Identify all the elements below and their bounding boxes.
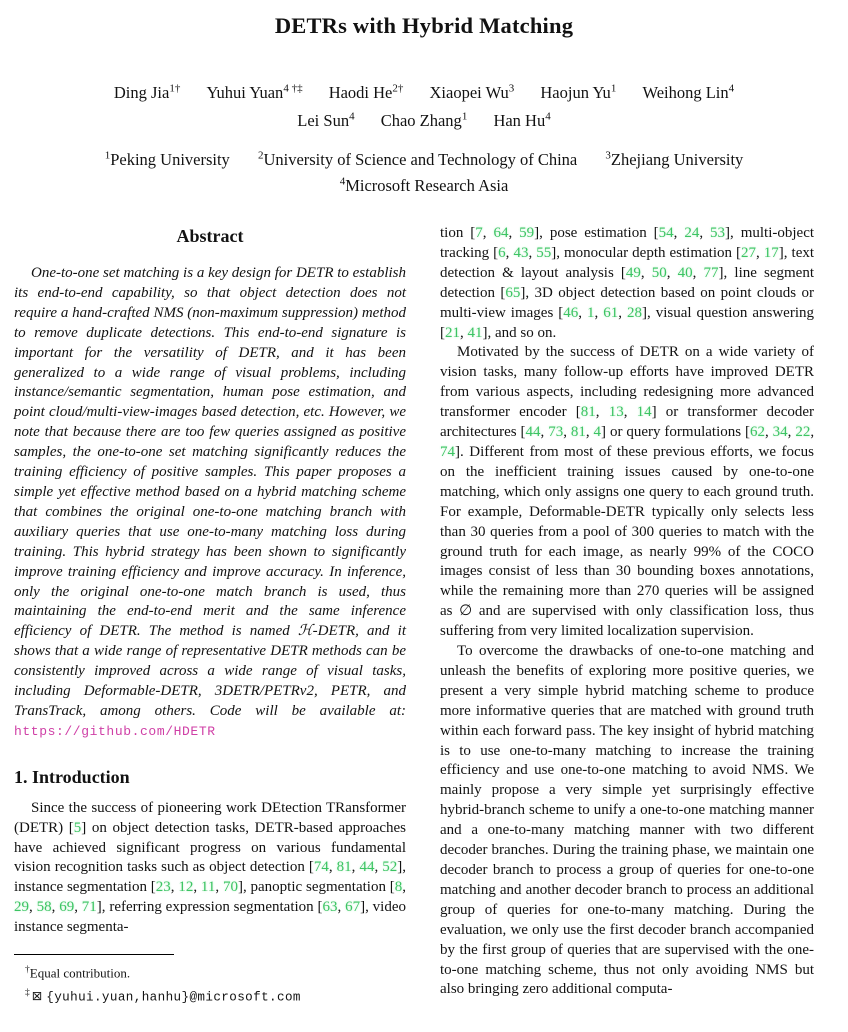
affil-name: Peking University [110, 149, 230, 169]
citation-link[interactable]: 50 [651, 264, 667, 281]
citation-link[interactable]: 46 [563, 304, 579, 321]
citation-link[interactable]: 59 [519, 225, 535, 241]
citation-link[interactable]: 23 [155, 879, 171, 896]
citation-link[interactable]: 62 [749, 424, 765, 441]
author-affil-marker: 1 [461, 110, 468, 123]
body-paragraph: Motivated by the success of DETR on a wide variety of vision tasks, many follow-up efforts have improved DETR from various aspects, including redesigning more advanced transformer encoder [81, 13, 14] or transformer decoder architectures [44, 73, 81, 4] or query formulations [62, 34, 22, 74]. Different from most of these previous efforts, we focus on the inefficient training issues caused by one-to-one matching, which only assigns one query to each ground truth. For example, Deformable-DETR typically only selects less than 30 queries from a pool of 300 queries to match with the ground truth for each image, as nearly 99% of the COCO images consist of less than 30 bounding boxes annotations, while the remaining more than 270 queries will be assigned as ∅ and are supervised with only classification loss, thus suffering from very limited localization supervision. [440, 344, 815, 640]
citation-link[interactable]: 17 [763, 244, 779, 261]
citation-link[interactable]: 1 [587, 304, 595, 321]
author-affil-marker: 3 [508, 82, 515, 94]
author-name: Xiaopei Wu [429, 82, 509, 102]
citation-link[interactable]: 70 [222, 879, 238, 896]
citation-link[interactable]: 67 [345, 899, 361, 916]
left-column [14, 224, 406, 1010]
author-name: Chao Zhang [380, 111, 462, 130]
author-affil-marker: 4 [545, 110, 551, 123]
affil-name: Zhejiang University [610, 149, 744, 169]
author-name: Ding Jia [113, 82, 170, 102]
citation-link[interactable]: 5 [73, 819, 82, 836]
citation-link[interactable]: 11 [200, 879, 216, 896]
citation-link[interactable]: 40 [677, 264, 693, 281]
citation-link[interactable]: 43 [513, 244, 529, 261]
affiliation [105, 150, 230, 169]
affil-marker: 1 [104, 149, 111, 161]
footnote-marker: † [25, 965, 30, 976]
body-paragraph: To overcome the drawbacks of one-to-one matching and unleash the benefits of exploring more positive queries, we present a very simple hybrid matching scheme to produce more informative queries that are matched with ground truth within each forward pass. The key insight of hybrid matching is to use one-to-many matching to increase the training efficiency and use one-to-one matching to avoid NMS. We mainly propose a very simple yet surprisingly effective hybrid-branch scheme to unify a one-to-one matching manner and a one-to-many matching manner with two different decoder branches. During the training phase, we maintain one decoder branch to process a group of queries for one-to-one matching and another decoder branch to process an additional group of queries for one-to-many matching. During the evaluation, we only use the first decoder branch accompanied by the first group of queries that are supervised with the one-to-one matching scheme, thus not only avoiding NMS but also bringing zero additional computa- [440, 643, 814, 998]
affiliation [605, 150, 743, 169]
citation-link[interactable]: 55 [536, 244, 552, 261]
footnote-divider [14, 954, 174, 955]
author [430, 83, 515, 102]
citation-link[interactable]: 8 [394, 879, 403, 896]
citation-link[interactable]: 13 [608, 404, 624, 421]
citation-link[interactable]: 74 [313, 859, 329, 876]
abstract-text: One-to-one set matching is a key design for DETR to establish its end-to-end capability, so that object detection does not require a hand-crafted NMS (non-maximum suppression) method to remove duplicate detections. This end-to-end signature is important for the versatility of DETR, and it has been generalized to a wide range of visual problems, including instance/semantic segmentation, human pose estimation, and point cloud/multi-view-images based detection, etc. However, we note that because there are too few queries assigned as positive samples, the one-to-one set matching significantly reduces the training efficiency of positive samples. This paper proposes a simple yet effective method based on a hybrid matching scheme that combines the original one-to-one matching branch with auxiliary queries that use one-to-many matching loss during training. This hybrid strategy has been shown to significantly improve training efficiency and improve accuracy. In inference, only the original one-to-one match branch is used, thus maintaining the end-to-end merit and the same inference efficiency of DETR. The method is named ℋ-DETR, and it shows that a wide range of representative DETR methods can be consistently improved across a wide range of visual tasks, including Deformable-DETR, 3DETR/PETRv2, PETR, and TransTrack, among others. Code will be available at: [14, 265, 406, 719]
author-affil-marker: 1 [610, 82, 617, 94]
citation-link[interactable]: 44 [525, 424, 541, 441]
author-name: Weihong Lin [642, 82, 729, 102]
citation-link[interactable]: 77 [703, 264, 719, 281]
citation-link[interactable]: 64 [493, 225, 509, 241]
citation-link[interactable]: 52 [382, 859, 398, 876]
author-affil-marker: 4 †‡ [283, 82, 303, 94]
footnote-marker: ‡ [25, 987, 30, 998]
citation-link[interactable]: 21 [445, 324, 460, 341]
citation-link[interactable]: 28 [626, 304, 642, 321]
author [493, 111, 550, 130]
author [642, 83, 734, 102]
author [540, 83, 616, 102]
affil-marker: 3 [605, 149, 611, 161]
affil-marker: 2 [257, 149, 264, 161]
citation-link[interactable]: 53 [710, 225, 726, 241]
citation-link[interactable]: 81 [580, 404, 596, 421]
footnote-equal-contribution [14, 962, 406, 982]
author-row-1 [0, 76, 848, 105]
author [297, 111, 354, 130]
citation-link[interactable]: 81 [336, 859, 352, 876]
citation-link[interactable]: 12 [178, 879, 194, 896]
author [329, 83, 404, 102]
footnote-contact [14, 985, 406, 1007]
right-column [440, 224, 814, 1000]
citation-link[interactable]: 69 [59, 899, 75, 916]
abstract-heading: Abstract [176, 226, 244, 246]
citation-link[interactable]: 61 [603, 304, 619, 321]
citation-link[interactable]: 34 [772, 424, 788, 441]
author-name: Han Hu [493, 111, 546, 130]
citation-link[interactable]: 6 [498, 244, 506, 261]
citation-link[interactable]: 58 [36, 899, 52, 916]
citation-link[interactable]: 24 [684, 225, 700, 241]
citation-link[interactable]: 81 [570, 424, 586, 441]
citation-link[interactable]: 29 [14, 899, 29, 916]
footnote-text: Equal contribution. [29, 965, 131, 981]
author-affil-marker: 2† [392, 82, 404, 94]
affiliation [258, 150, 577, 169]
affil-name: University of Science and Technology of China [263, 149, 578, 169]
citation-link[interactable]: 22 [795, 424, 811, 441]
envelope-icon: ⊠ [31, 988, 43, 1004]
affil-name: Microsoft Research Asia [345, 176, 509, 195]
body-paragraph: tion [7, 64, 59], pose estimation [54, 24, 53], multi-object tracking [6, 43, 55], monocular depth estimation [27, 17], text detection & layout analysis [49, 50, 40, 77], line segment detection [65], 3D object detection based on point clouds or multi-view images [46, 1, 61, 28], visual question answering [21, 41], and so on. [440, 225, 815, 341]
section-heading-introduction: 1. Introduction [14, 766, 130, 787]
author [206, 83, 302, 102]
author [114, 83, 180, 102]
paper-header [0, 0, 848, 197]
citation-link[interactable]: 49 [625, 264, 641, 281]
author [381, 111, 468, 130]
citation-link[interactable]: 71 [81, 899, 97, 916]
citation-link[interactable]: 74 [440, 443, 455, 460]
affiliation [340, 176, 509, 195]
abstract-paragraph [14, 264, 406, 742]
paper-title: DETRs with Hybrid Matching [274, 13, 574, 38]
citation-link[interactable]: 73 [548, 424, 564, 441]
author-list [0, 76, 848, 133]
author-name: Haojun Yu [540, 82, 611, 102]
affiliation-row-1 [0, 144, 848, 171]
author-row-2 [0, 105, 848, 134]
citation-link[interactable]: 14 [636, 404, 652, 421]
affiliation-list [0, 144, 848, 197]
citation-link[interactable]: 27 [741, 244, 757, 261]
author-affil-marker: 4 [728, 82, 735, 94]
citation-link[interactable]: 65 [505, 284, 521, 301]
author-name: Yuhui Yuan [206, 82, 284, 102]
affil-marker: 4 [339, 175, 346, 188]
citation-link[interactable]: 41 [467, 324, 483, 341]
author-name: Lei Sun [297, 111, 350, 130]
author-affil-marker: 1† [169, 82, 181, 94]
code-repository-link[interactable]: https://github.com/HDETR [14, 723, 216, 739]
citation-link[interactable]: 4 [593, 424, 602, 441]
citation-link[interactable]: 54 [658, 225, 674, 241]
author-affil-marker: 4 [349, 110, 355, 123]
citation-link[interactable]: 44 [359, 859, 375, 876]
contact-email: {yuhui.yuan,hanhu}@microsoft.com [46, 990, 301, 1005]
footnotes [14, 954, 406, 1007]
affiliation-row-2 [0, 171, 848, 198]
author-name: Haodi He [328, 82, 393, 102]
intro-paragraph: Since the success of pioneering work DEtection TRansformer (DETR) [5] on object detection tasks, DETR-based approaches have achieved significant progress on various fundamental vision recognition tasks such as object detection [74, 81, 44, 52], instance segmentation [23, 12, 11, 70], panoptic segmentation [8, 29, 58, 69, 71], referring expression segmentation [63, 67], video instance segmenta- [14, 799, 407, 936]
citation-link[interactable]: 63 [322, 899, 338, 916]
citation-link[interactable]: 7 [475, 225, 483, 241]
